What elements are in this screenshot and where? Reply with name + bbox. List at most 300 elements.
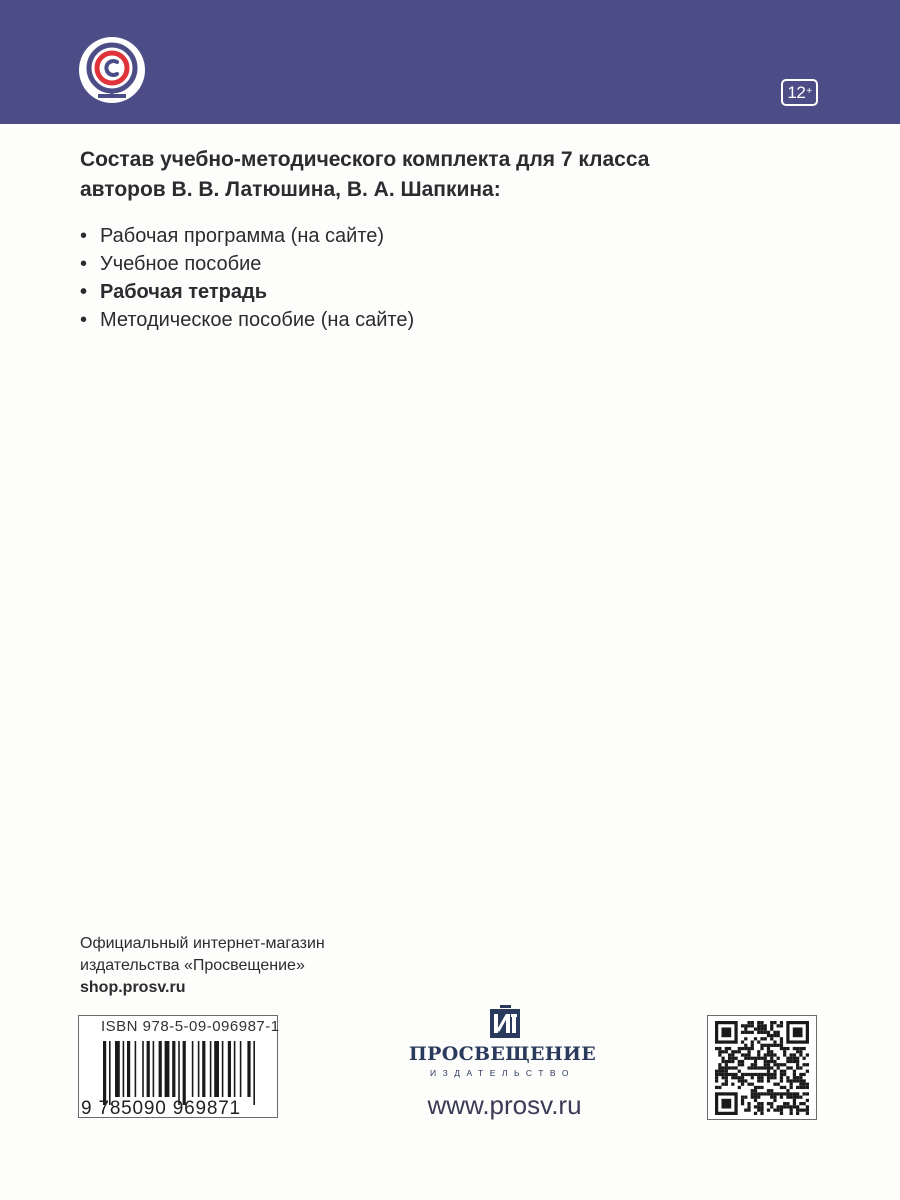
- qr-module: [757, 1053, 760, 1056]
- qr-module: [741, 1053, 744, 1056]
- qr-module: [721, 1066, 724, 1069]
- qr-module: [715, 1047, 718, 1050]
- qr-module: [796, 1105, 799, 1108]
- kit-heading-line-2: авторов В. В. Латюшина, В. А. Шапкина:: [80, 178, 501, 201]
- qr-module: [757, 1076, 760, 1079]
- qr-module: [780, 1024, 783, 1027]
- qr-module: [806, 1112, 809, 1115]
- qr-module: [760, 1037, 763, 1040]
- qr-module: [783, 1092, 786, 1095]
- qr-module: [796, 1076, 799, 1079]
- qr-module: [786, 1066, 789, 1069]
- qr-module: [744, 1044, 747, 1047]
- qr-module: [783, 1073, 786, 1076]
- qr-module: [806, 1092, 809, 1095]
- qr-module: [780, 1076, 783, 1079]
- age-rating-badge: 12+: [781, 79, 818, 106]
- qr-module: [721, 1083, 724, 1086]
- qr-module: [760, 1112, 763, 1115]
- qr-module: [806, 1099, 809, 1102]
- qr-module: [796, 1047, 799, 1050]
- barcode-bar: [127, 1041, 130, 1097]
- qr-module: [783, 1070, 786, 1073]
- qr-module: [744, 1079, 747, 1082]
- qr-module: [780, 1044, 783, 1047]
- qr-module: [770, 1027, 773, 1030]
- qr-module: [757, 1073, 760, 1076]
- qr-module: [744, 1109, 747, 1112]
- qr-module: [767, 1034, 770, 1037]
- qr-module: [777, 1063, 780, 1066]
- qr-module: [731, 1057, 734, 1060]
- qr-module: [777, 1109, 780, 1112]
- qr-module: [744, 1031, 747, 1034]
- qr-module: [741, 1024, 744, 1027]
- qr-module: [757, 1050, 760, 1053]
- qr-module: [757, 1079, 760, 1082]
- barcode-bar: [115, 1041, 120, 1097]
- qr-module: [796, 1066, 799, 1069]
- qr-module: [793, 1092, 796, 1095]
- qr-module: [786, 1047, 789, 1050]
- barcode-bar: [253, 1041, 255, 1105]
- qr-module: [803, 1086, 806, 1089]
- qr-module: [721, 1050, 724, 1053]
- qr-module: [754, 1105, 757, 1108]
- qr-module: [770, 1076, 773, 1079]
- qr-module: [786, 1096, 789, 1099]
- qr-module: [796, 1086, 799, 1089]
- kit-heading-line-1: Состав учебно-методического комплекта для 7 класса: [80, 148, 650, 171]
- qr-module: [760, 1105, 763, 1108]
- qr-module: [803, 1092, 806, 1095]
- qr-module: [770, 1053, 773, 1056]
- qr-module: [747, 1047, 750, 1050]
- qr-module: [718, 1050, 721, 1053]
- qr-module: [773, 1044, 776, 1047]
- qr-module: [773, 1063, 776, 1066]
- qr-module: [764, 1073, 767, 1076]
- qr-module: [747, 1057, 750, 1060]
- qr-module: [764, 1053, 767, 1056]
- isbn-number: ISBN 978-5-09-096987-1: [101, 1018, 280, 1035]
- qr-module: [747, 1105, 750, 1108]
- qr-module: [799, 1102, 802, 1105]
- qr-module: [803, 1083, 806, 1086]
- qr-module: [780, 1021, 783, 1024]
- qr-module: [754, 1073, 757, 1076]
- barcode-bar: [214, 1041, 219, 1097]
- qr-module: [747, 1109, 750, 1112]
- barcode-bar: [183, 1041, 186, 1105]
- qr-module: [751, 1057, 754, 1060]
- qr-module: [751, 1066, 754, 1069]
- qr-module: [790, 1057, 793, 1060]
- qr-module: [780, 1105, 783, 1108]
- qr-module: [806, 1053, 809, 1056]
- qr-module: [770, 1073, 773, 1076]
- qr-module: [770, 1089, 773, 1092]
- qr-module: [757, 1086, 760, 1089]
- qr-module: [799, 1079, 802, 1082]
- qr-module: [764, 1057, 767, 1060]
- qr-finder-module: [721, 1027, 731, 1037]
- qr-module: [799, 1096, 802, 1099]
- qr-module: [770, 1024, 773, 1027]
- qr-module: [760, 1076, 763, 1079]
- qr-module: [796, 1050, 799, 1053]
- qr-module: [718, 1066, 721, 1069]
- qr-module: [747, 1083, 750, 1086]
- qr-module: [741, 1060, 744, 1063]
- qr-module: [773, 1099, 776, 1102]
- qr-module: [715, 1073, 718, 1076]
- qr-module: [725, 1079, 728, 1082]
- qr-module: [790, 1083, 793, 1086]
- qr-module: [757, 1057, 760, 1060]
- qr-module: [747, 1053, 750, 1056]
- qr-module: [754, 1099, 757, 1102]
- qr-module: [764, 1031, 767, 1034]
- qr-module: [799, 1053, 802, 1056]
- qr-module: [738, 1076, 741, 1079]
- qr-module: [799, 1076, 802, 1079]
- qr-module: [747, 1031, 750, 1034]
- qr-module: [780, 1096, 783, 1099]
- qr-module: [721, 1070, 724, 1073]
- qr-module: [793, 1053, 796, 1056]
- qr-module: [777, 1057, 780, 1060]
- qr-module: [793, 1096, 796, 1099]
- qr-module: [751, 1047, 754, 1050]
- qr-module: [796, 1079, 799, 1082]
- qr-module: [793, 1076, 796, 1079]
- qr-module: [780, 1086, 783, 1089]
- qr-module: [744, 1053, 747, 1056]
- qr-module: [803, 1063, 806, 1066]
- qr-module: [725, 1063, 728, 1066]
- qr-module: [754, 1112, 757, 1115]
- barcode-bar: [109, 1041, 111, 1105]
- qr-module: [757, 1102, 760, 1105]
- qr-module: [721, 1060, 724, 1063]
- qr-module: [751, 1096, 754, 1099]
- qr-module: [754, 1086, 757, 1089]
- qr-module: [718, 1073, 721, 1076]
- qr-module: [803, 1109, 806, 1112]
- shop-line-2: издательства «Просвещение»: [80, 957, 305, 974]
- qr-module: [751, 1031, 754, 1034]
- barcode-bar: [103, 1041, 106, 1105]
- qr-module: [715, 1086, 718, 1089]
- qr-module: [780, 1073, 783, 1076]
- qr-module: [780, 1112, 783, 1115]
- qr-module: [757, 1092, 760, 1095]
- qr-module: [796, 1109, 799, 1112]
- qr-module: [731, 1066, 734, 1069]
- qr-module: [790, 1109, 793, 1112]
- list-item: • Рабочая программа (на сайте): [80, 222, 414, 250]
- qr-module: [741, 1079, 744, 1082]
- qr-module: [751, 1044, 754, 1047]
- qr-module: [773, 1053, 776, 1056]
- qr-module: [777, 1024, 780, 1027]
- qr-module: [757, 1105, 760, 1108]
- qr-module: [786, 1060, 789, 1063]
- qr-module: [728, 1073, 731, 1076]
- qr-module: [796, 1063, 799, 1066]
- qr-module: [770, 1102, 773, 1105]
- qr-module: [803, 1073, 806, 1076]
- barcode-bar: [123, 1041, 125, 1097]
- qr-module: [790, 1086, 793, 1089]
- qr-module: [760, 1073, 763, 1076]
- publisher-logo-icon: [76, 34, 148, 106]
- qr-module: [770, 1105, 773, 1108]
- qr-module: [751, 1083, 754, 1086]
- qr-module: [747, 1024, 750, 1027]
- qr-module: [767, 1073, 770, 1076]
- qr-module: [793, 1047, 796, 1050]
- qr-module: [757, 1027, 760, 1030]
- qr-module: [754, 1063, 757, 1066]
- qr-module: [773, 1070, 776, 1073]
- qr-module: [734, 1050, 737, 1053]
- qr-module: [725, 1060, 728, 1063]
- qr-module: [790, 1060, 793, 1063]
- qr-module: [790, 1092, 793, 1095]
- barcode-bar: [222, 1041, 224, 1097]
- qr-code-box[interactable]: [707, 1015, 817, 1120]
- qr-module: [725, 1050, 728, 1053]
- qr-module: [760, 1024, 763, 1027]
- publisher-url-link[interactable]: www.prosv.ru: [427, 1090, 582, 1120]
- qr-module: [806, 1109, 809, 1112]
- qr-module: [725, 1047, 728, 1050]
- qr-module: [760, 1102, 763, 1105]
- qr-module: [718, 1053, 721, 1056]
- qr-module: [728, 1066, 731, 1069]
- qr-module: [741, 1076, 744, 1079]
- qr-module: [747, 1073, 750, 1076]
- qr-module: [773, 1034, 776, 1037]
- qr-module: [744, 1024, 747, 1027]
- qr-module: [731, 1083, 734, 1086]
- qr-module: [764, 1024, 767, 1027]
- barcode-bar: [228, 1041, 231, 1097]
- qr-module: [799, 1050, 802, 1053]
- qr-module: [790, 1066, 793, 1069]
- qr-module: [796, 1096, 799, 1099]
- qr-module: [770, 1060, 773, 1063]
- qr-module: [790, 1105, 793, 1108]
- qr-module: [741, 1047, 744, 1050]
- qr-module: [783, 1050, 786, 1053]
- qr-finder-module: [721, 1099, 731, 1109]
- qr-module: [780, 1079, 783, 1082]
- qr-module: [780, 1037, 783, 1040]
- qr-module: [741, 1083, 744, 1086]
- qr-module: [725, 1083, 728, 1086]
- qr-module: [780, 1070, 783, 1073]
- qr-module: [721, 1057, 724, 1060]
- qr-module: [764, 1063, 767, 1066]
- qr-module: [741, 1063, 744, 1066]
- qr-module: [770, 1096, 773, 1099]
- qr-module: [734, 1073, 737, 1076]
- qr-module: [747, 1102, 750, 1105]
- qr-module: [725, 1070, 728, 1073]
- qr-module: [744, 1037, 747, 1040]
- qr-module: [741, 1040, 744, 1043]
- qr-module: [786, 1057, 789, 1060]
- qr-module: [715, 1079, 718, 1082]
- qr-module: [721, 1076, 724, 1079]
- qr-module: [728, 1057, 731, 1060]
- qr-module: [744, 1096, 747, 1099]
- barcode-bar: [192, 1041, 194, 1097]
- qr-module: [780, 1040, 783, 1043]
- qr-module: [728, 1060, 731, 1063]
- qr-module: [731, 1076, 734, 1079]
- qr-module: [767, 1047, 770, 1050]
- qr-code-icon: [715, 1021, 809, 1115]
- publisher-name: ПРОСВЕЩЕНИЕ: [408, 1043, 597, 1065]
- prosveshchenie-logo-icon: [489, 1005, 521, 1039]
- qr-module: [783, 1053, 786, 1056]
- qr-module: [764, 1066, 767, 1069]
- qr-module: [725, 1073, 728, 1076]
- qr-module: [803, 1057, 806, 1060]
- qr-module: [738, 1063, 741, 1066]
- qr-module: [760, 1109, 763, 1112]
- qr-module: [793, 1073, 796, 1076]
- qr-module: [767, 1089, 770, 1092]
- qr-module: [760, 1031, 763, 1034]
- qr-module: [754, 1096, 757, 1099]
- qr-module: [780, 1047, 783, 1050]
- qr-module: [777, 1092, 780, 1095]
- qr-module: [738, 1060, 741, 1063]
- qr-module: [764, 1027, 767, 1030]
- qr-module: [796, 1092, 799, 1095]
- qr-module: [767, 1044, 770, 1047]
- qr-module: [741, 1102, 744, 1105]
- qr-module: [751, 1076, 754, 1079]
- qr-module: [767, 1079, 770, 1082]
- barcode-bar: [147, 1041, 150, 1097]
- qr-module: [803, 1047, 806, 1050]
- qr-module: [783, 1105, 786, 1108]
- qr-module: [786, 1102, 789, 1105]
- barcode-bar: [153, 1041, 155, 1097]
- qr-module: [767, 1031, 770, 1034]
- qr-module: [799, 1083, 802, 1086]
- qr-module: [760, 1057, 763, 1060]
- qr-module: [770, 1066, 773, 1069]
- qr-module: [793, 1079, 796, 1082]
- isbn-barcode-box: [78, 1015, 278, 1118]
- qr-module: [803, 1079, 806, 1082]
- qr-module: [767, 1050, 770, 1053]
- qr-module: [738, 1079, 741, 1082]
- qr-module: [790, 1096, 793, 1099]
- qr-module: [777, 1083, 780, 1086]
- qr-module: [718, 1086, 721, 1089]
- qr-module: [803, 1102, 806, 1105]
- qr-module: [757, 1109, 760, 1112]
- qr-module: [738, 1070, 741, 1073]
- qr-module: [770, 1037, 773, 1040]
- qr-module: [806, 1083, 809, 1086]
- list-item: • Учебное пособие: [80, 250, 414, 278]
- qr-module: [757, 1024, 760, 1027]
- kit-heading: [80, 145, 840, 205]
- qr-module: [741, 1096, 744, 1099]
- qr-module: [760, 1092, 763, 1095]
- qr-module: [767, 1053, 770, 1056]
- publisher-block: [405, 1005, 605, 1125]
- barcode-bar: [165, 1041, 170, 1097]
- qr-module: [767, 1060, 770, 1063]
- qr-module: [799, 1086, 802, 1089]
- qr-module: [799, 1109, 802, 1112]
- qr-module: [741, 1073, 744, 1076]
- qr-module: [754, 1060, 757, 1063]
- qr-module: [764, 1037, 767, 1040]
- qr-module: [806, 1070, 809, 1073]
- qr-module: [777, 1044, 780, 1047]
- qr-module: [721, 1073, 724, 1076]
- qr-module: [728, 1053, 731, 1056]
- shop-url-link[interactable]: shop.prosv.ru: [80, 979, 186, 996]
- qr-module: [767, 1070, 770, 1073]
- qr-module: [715, 1070, 718, 1073]
- qr-module: [767, 1066, 770, 1069]
- barcode-bar: [210, 1041, 212, 1097]
- qr-module: [793, 1102, 796, 1105]
- qr-module: [760, 1066, 763, 1069]
- qr-module: [770, 1050, 773, 1053]
- qr-module: [731, 1050, 734, 1053]
- qr-module: [790, 1053, 793, 1056]
- qr-module: [725, 1066, 728, 1069]
- qr-module: [751, 1092, 754, 1095]
- qr-module: [773, 1031, 776, 1034]
- qr-module: [783, 1063, 786, 1066]
- qr-module: [747, 1050, 750, 1053]
- qr-module: [741, 1031, 744, 1034]
- qr-module: [734, 1066, 737, 1069]
- publisher-subtitle: ИЗДАТЕЛЬСТВО: [430, 1068, 575, 1078]
- qr-finder-module: [793, 1027, 803, 1037]
- qr-module: [757, 1066, 760, 1069]
- qr-module: [793, 1057, 796, 1060]
- qr-module: [731, 1053, 734, 1056]
- qr-module: [806, 1086, 809, 1089]
- qr-module: [796, 1060, 799, 1063]
- qr-module: [760, 1021, 763, 1024]
- qr-module: [767, 1102, 770, 1105]
- qr-module: [744, 1073, 747, 1076]
- barcode-bar: [135, 1041, 137, 1097]
- qr-module: [744, 1047, 747, 1050]
- qr-module: [770, 1021, 773, 1024]
- qr-module: [786, 1089, 789, 1092]
- qr-module: [757, 1040, 760, 1043]
- qr-module: [806, 1105, 809, 1108]
- qr-module: [754, 1027, 757, 1030]
